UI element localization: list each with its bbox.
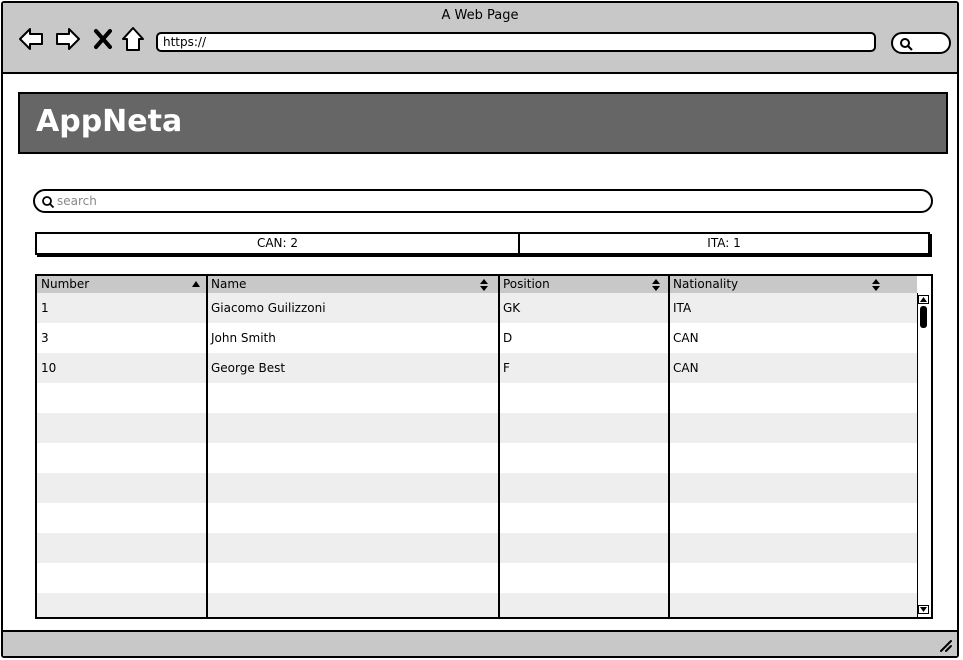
table-row[interactable]	[37, 323, 917, 353]
empty-row	[37, 473, 917, 503]
column-header-label: Nationality	[673, 277, 739, 291]
cell-position: D	[503, 331, 513, 345]
cell-name: John Smith	[211, 331, 276, 345]
sort-both-icon	[871, 279, 881, 291]
column-divider	[206, 276, 208, 617]
column-divider	[498, 276, 500, 617]
app-title: AppNeta	[36, 104, 183, 139]
chevron-up-icon	[919, 296, 928, 303]
home-icon[interactable]	[119, 25, 147, 53]
table-scrollbar[interactable]	[917, 293, 931, 619]
scrollbar-track-edge	[917, 293, 918, 619]
empty-row	[37, 503, 917, 533]
summary-can: CAN: 2	[37, 234, 520, 253]
column-header-label: Position	[503, 277, 550, 291]
empty-row	[37, 593, 917, 619]
forward-arrow-icon[interactable]	[54, 25, 82, 53]
search-field[interactable]	[33, 189, 933, 213]
empty-row	[37, 383, 917, 413]
scroll-down-button[interactable]	[918, 605, 929, 614]
sort-ascending-icon	[191, 279, 201, 289]
search-input[interactable]	[57, 192, 917, 210]
browser-chrome	[3, 3, 957, 74]
search-icon	[899, 37, 913, 51]
back-arrow-icon[interactable]	[17, 25, 45, 53]
status-bar	[3, 630, 957, 656]
players-table	[35, 274, 933, 619]
summary-ita: ITA: 1	[707, 236, 741, 250]
app-header	[18, 92, 948, 154]
table-header	[37, 276, 917, 293]
cell-position: F	[503, 361, 510, 375]
scroll-thumb[interactable]	[920, 306, 927, 328]
cell-number: 10	[41, 361, 57, 375]
search-icon	[41, 195, 55, 209]
column-header-label: Name	[211, 277, 247, 291]
column-divider	[668, 276, 670, 617]
table-row[interactable]	[37, 353, 917, 383]
empty-row	[37, 413, 917, 443]
cell-name: George Best	[211, 361, 286, 375]
column-header-number[interactable]	[37, 276, 207, 293]
column-header-nationality[interactable]	[669, 276, 917, 293]
nationality-summary	[35, 232, 930, 255]
browser-window	[1, 1, 959, 658]
cell-nationality: ITA	[673, 301, 692, 315]
sort-both-icon	[651, 279, 661, 291]
table-row[interactable]	[37, 293, 917, 323]
cell-name: Giacomo Guilizzoni	[211, 301, 326, 315]
empty-row	[37, 443, 917, 473]
sort-both-icon	[479, 279, 489, 291]
cell-number: 3	[41, 331, 49, 345]
scroll-up-button[interactable]	[918, 295, 929, 304]
chevron-down-icon	[919, 606, 928, 613]
column-header-position[interactable]	[499, 276, 669, 293]
browser-search-button[interactable]	[891, 32, 951, 54]
url-bar[interactable]: https://	[156, 32, 876, 52]
table-body	[37, 293, 917, 619]
cell-nationality: CAN	[673, 361, 699, 375]
close-icon[interactable]	[92, 25, 114, 53]
column-header-name[interactable]	[207, 276, 499, 293]
window-title: A Web Page	[441, 8, 519, 23]
cell-number: 1	[41, 301, 49, 315]
empty-row	[37, 533, 917, 563]
resize-grip-icon[interactable]	[937, 637, 953, 653]
empty-row	[37, 563, 917, 593]
cell-nationality: CAN	[673, 331, 699, 345]
column-header-label: Number	[41, 277, 90, 291]
cell-position: GK	[503, 301, 521, 315]
